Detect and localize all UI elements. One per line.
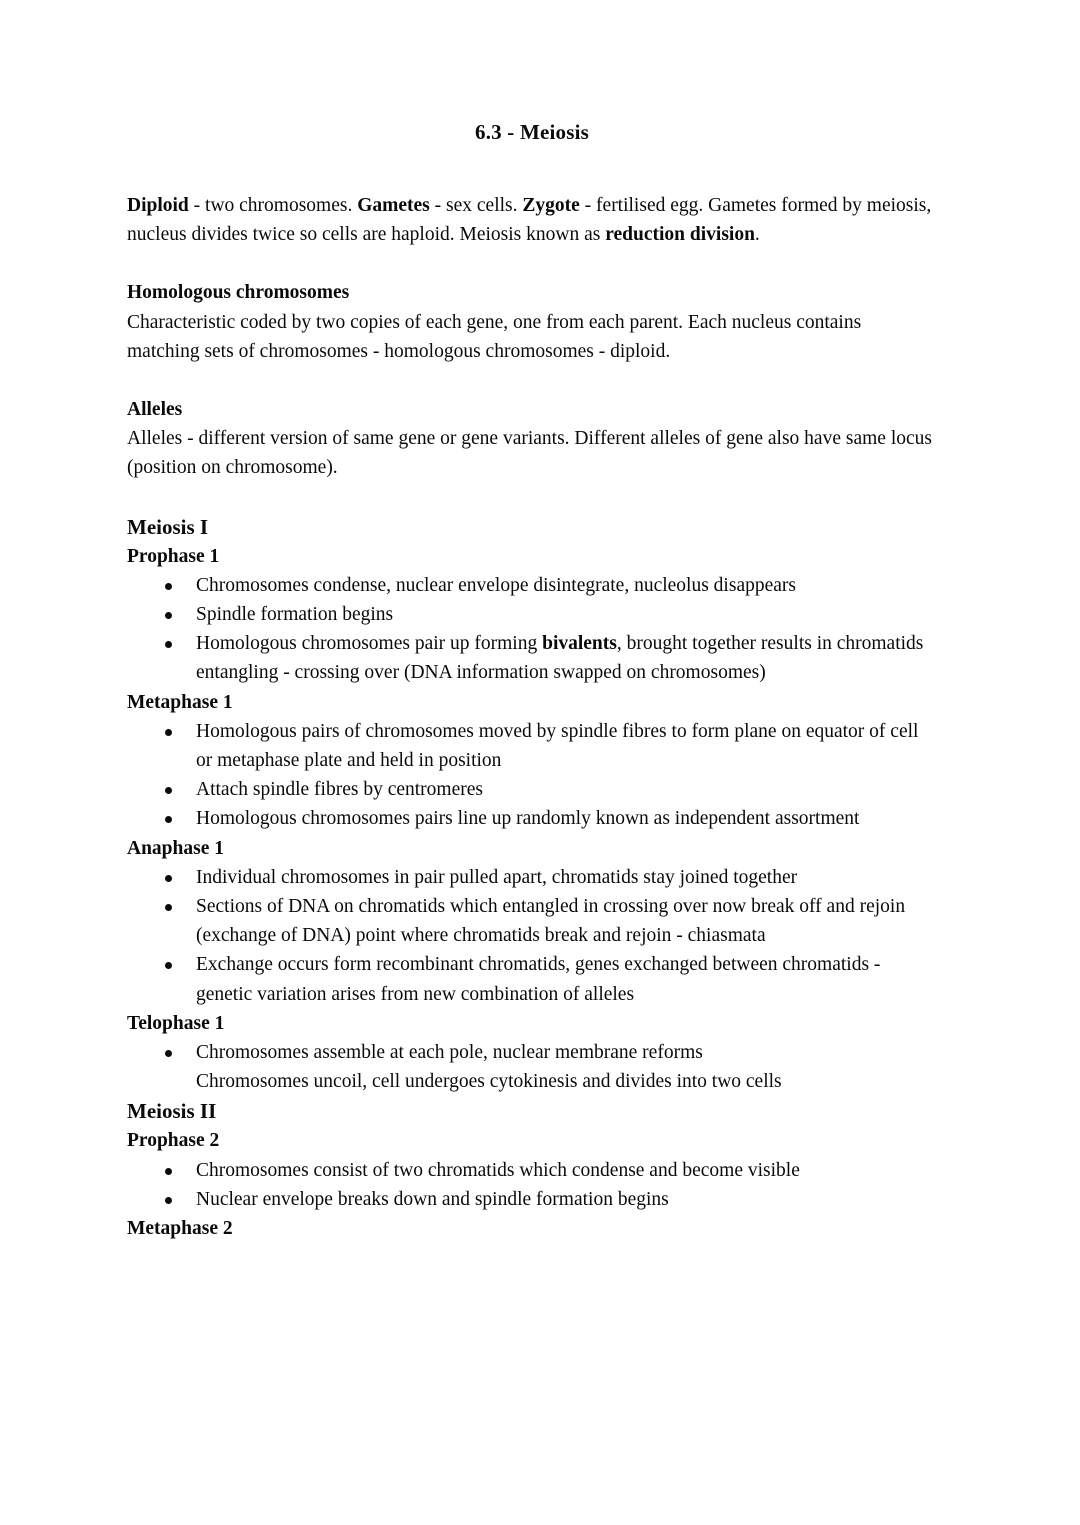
list-item-text — [196, 633, 923, 683]
text-run: Individual chromosomes in pair pulled apart, chromatids stay joined together — [196, 866, 798, 888]
list-item — [127, 571, 937, 600]
list-item — [127, 1185, 937, 1214]
text-run: , brought together results in chromatids entangling - crossing over (DNA information swapped on chromosomes) — [196, 633, 924, 684]
list-item-text — [196, 1189, 669, 1210]
heading-alleles: Alleles — [127, 399, 183, 421]
heading-prophase-1: Prophase 1 — [127, 545, 220, 567]
text-run: Chromosomes assemble at each pole, nuclear membrane reforms — [196, 1042, 703, 1064]
list-item-text — [196, 721, 918, 771]
text-run: Chromosomes consist of two chromatids which condense and become visible — [196, 1159, 800, 1181]
bullet-list-prophase-1 — [127, 571, 937, 688]
intro-paragraph — [127, 191, 937, 249]
list-item — [127, 717, 937, 775]
list-item-continuation: Chromosomes uncoil, cell undergoes cytokinesis and divides into two cells — [196, 1071, 782, 1093]
list-item-text — [196, 808, 859, 829]
page-title: 6.3 - Meiosis — [475, 120, 589, 144]
list-item-text — [196, 575, 796, 596]
text-run: Homologous chromosomes pair up forming — [196, 633, 543, 655]
text-run: Homologous chromosomes pairs line up randomly known as independent assortment — [196, 808, 860, 830]
body-homologous-chromosomes: Characteristic coded by two copies of each gene, one from each parent. Each nucleus contains matching sets of chromosomes - homologous chromosomes - diploid. — [127, 311, 862, 362]
heading-metaphase-1: Metaphase 1 — [127, 691, 233, 713]
heading-homologous-chromosomes: Homologous chromosomes — [127, 282, 350, 304]
text-run: - sex cells. — [429, 195, 523, 216]
heading-anaphase-1: Anaphase 1 — [127, 837, 224, 859]
bold-term: Diploid — [127, 195, 189, 216]
bullet-list-telophase-1 — [127, 1038, 937, 1096]
list-item — [127, 629, 937, 687]
text-run: Attach spindle fibres by centromeres — [196, 779, 483, 801]
heading-meiosis-ii: Meiosis II — [127, 1099, 217, 1124]
list-item-text — [196, 896, 905, 946]
list-item — [127, 950, 937, 1008]
heading-prophase-2: Prophase 2 — [127, 1130, 220, 1152]
text-run: Chromosomes condense, nuclear envelope disintegrate, nucleolus disappears — [196, 574, 796, 596]
text-run: - two chromosomes. — [188, 195, 358, 216]
list-item-text — [196, 867, 797, 888]
bold-term: bivalents — [542, 633, 617, 655]
heading-metaphase-2: Metaphase 2 — [127, 1218, 233, 1240]
list-item — [127, 1038, 937, 1096]
list-item — [127, 863, 937, 892]
text-run: Sections of DNA on chromatids which entangled in crossing over now break off and rejoin (exchange of DNA) point where chromatids break and rejoin - chiasmata — [196, 896, 906, 947]
text-run: Exchange occurs form recombinant chromatids, genes exchanged between chromatids - genetic variation arises from new combination of alleles — [196, 954, 881, 1005]
heading-meiosis-i: Meiosis I — [127, 514, 209, 539]
list-item — [127, 1156, 937, 1185]
text-run: Nuclear envelope breaks down and spindle formation begins — [196, 1188, 669, 1210]
document-content — [127, 118, 937, 1243]
heading-telophase-1: Telophase 1 — [127, 1012, 225, 1034]
bullet-list-anaphase-1 — [127, 863, 937, 1009]
bold-term: reduction division — [605, 224, 755, 246]
bullet-list-metaphase-1 — [127, 717, 937, 834]
list-item-text — [196, 604, 393, 625]
list-item-text — [196, 1160, 800, 1181]
text-run: Spindle formation begins — [196, 604, 394, 626]
bold-term: Gametes — [357, 195, 430, 216]
list-item — [127, 775, 937, 804]
list-item — [127, 600, 937, 629]
body-alleles: Alleles - different version of same gene or gene variants. Different alleles of gene also have same locus (position on chromosome). — [127, 428, 932, 479]
text-run: . — [754, 224, 760, 246]
bold-term: Zygote — [522, 195, 580, 216]
list-item — [127, 892, 937, 950]
bullet-list-prophase-2 — [127, 1156, 937, 1214]
list-item-text — [196, 1042, 703, 1063]
text-run: - fertilised egg. Gametes formed by meiosis, nucleus divides twice so cells are haploid. Meiosis known as — [127, 195, 932, 246]
text-run: Homologous pairs of chromosomes moved by spindle fibres to form plane on equator of cell or metaphase plate and held in position — [196, 720, 919, 772]
list-item — [127, 804, 937, 833]
list-item-text — [196, 779, 483, 800]
list-item-text — [196, 954, 880, 1004]
